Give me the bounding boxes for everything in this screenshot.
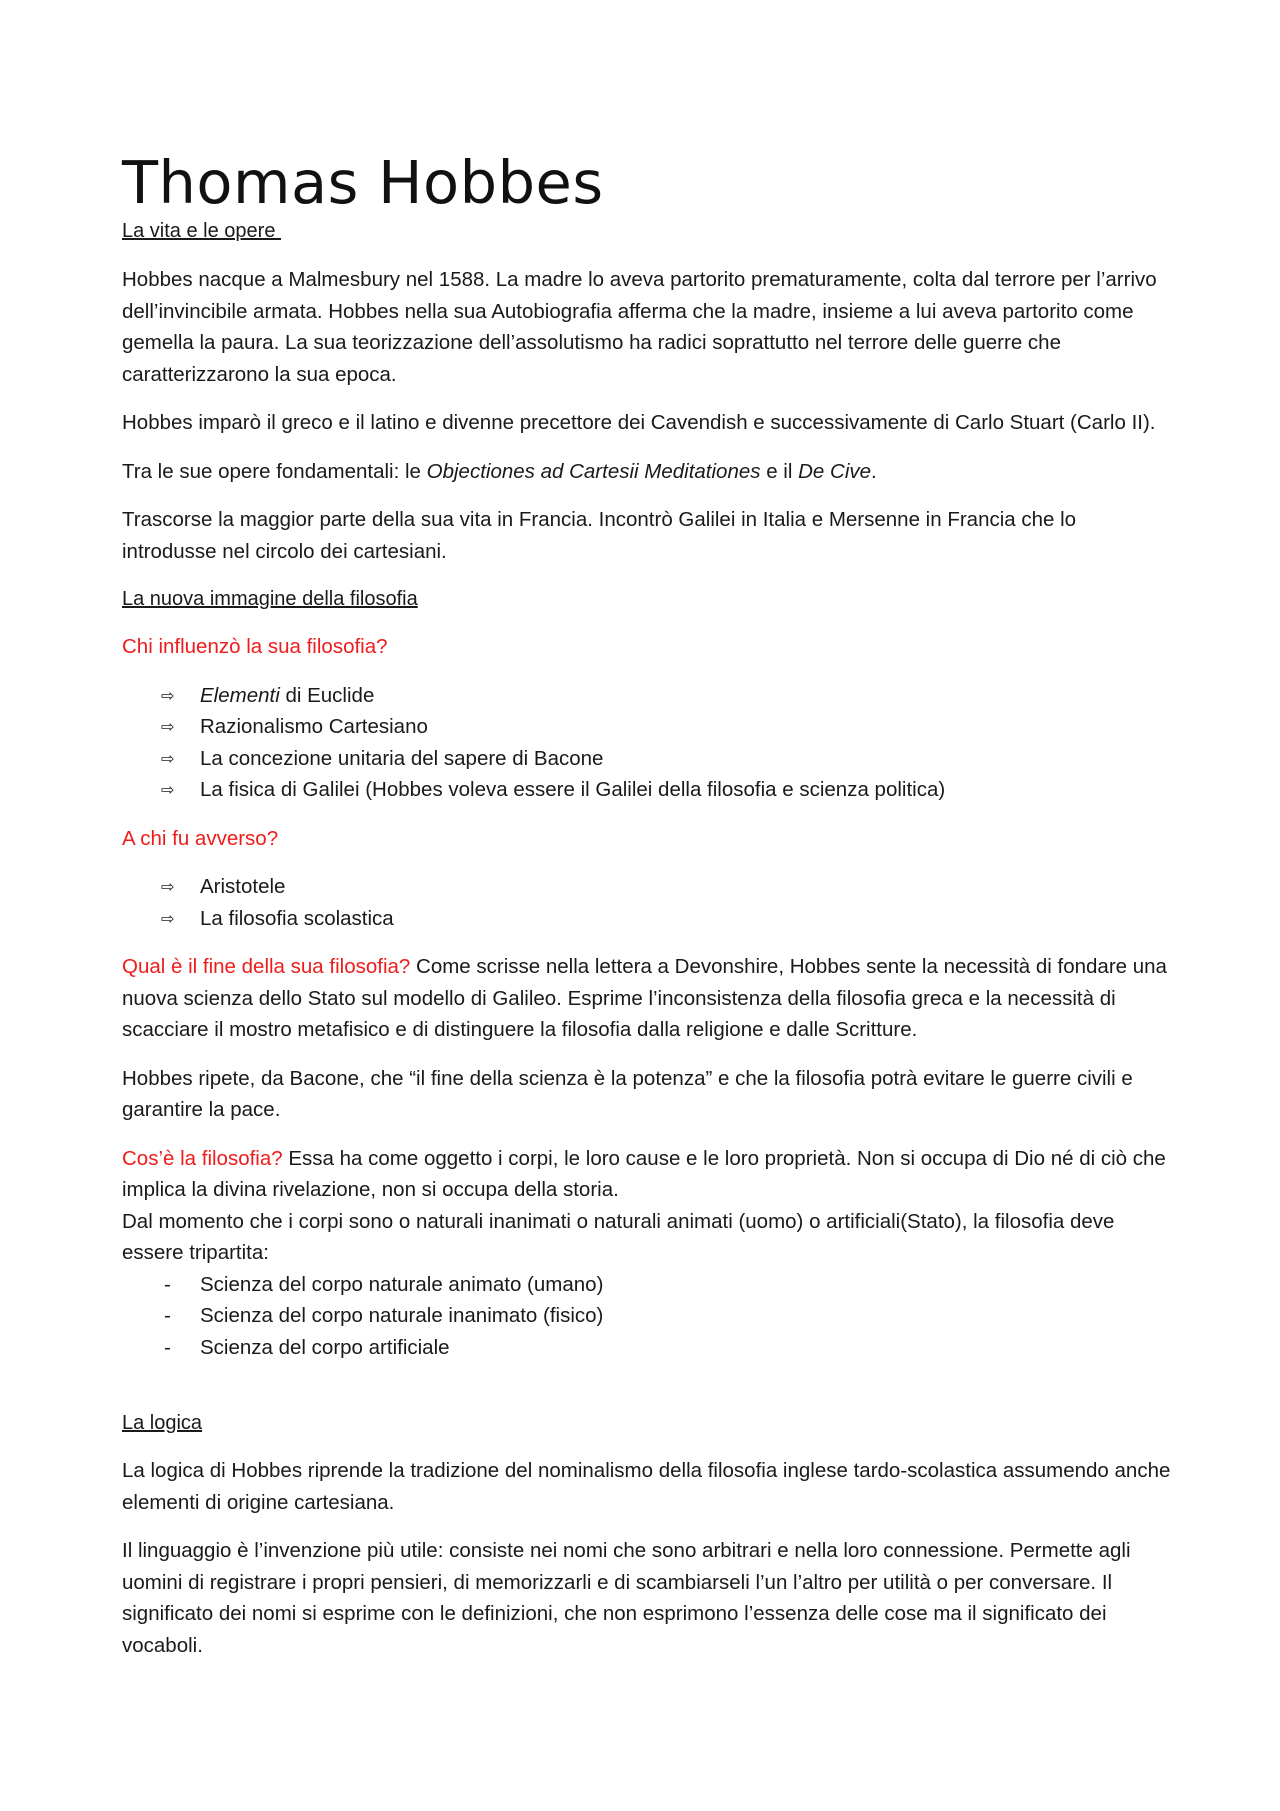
list-item: [122, 1269, 1172, 1301]
list-item: [122, 903, 1172, 935]
list-item: [122, 774, 1172, 806]
spacer: [122, 1380, 1172, 1408]
science-text: Scienza del corpo naturale inanimato (fisico): [200, 1304, 604, 1327]
document-page: [122, 150, 1172, 1678]
section-heading-logica: La logica: [122, 1412, 203, 1434]
science-text: Scienza del corpo naturale animato (umano): [200, 1272, 604, 1296]
dash-marker: -: [164, 1304, 171, 1327]
work-title-de-cive: De Cive: [798, 459, 872, 483]
paragraph-opere: [122, 456, 1172, 488]
opere-intro-text: Tra le sue opere fondamentali: le: [122, 459, 427, 483]
adversary-text: Aristotele: [200, 875, 286, 898]
arrow-icon: ⇨: [161, 877, 175, 896]
influence-text: di Euclide: [279, 683, 375, 707]
paragraph-corpi: Dal momento che i corpi sono o naturali inanimati o naturali animati (uomo) o artificiali(Stato), la filosofia deve essere tripartita:: [122, 1209, 1115, 1264]
arrow-icon: ⇨: [161, 748, 175, 768]
opere-connector-text: e il: [760, 459, 799, 483]
paragraph-vita-4: Trascorse la maggior parte della sua vita in Francia. Incontrò Galilei in Italia e Mersenne in Francia che lo introdusse nel circolo dei cartesiani.: [122, 508, 1077, 563]
influence-text: La concezione unitaria del sapere di Bacone: [200, 746, 604, 770]
paragraph-bacone: Hobbes ripete, da Bacone, che “il fine della scienza è la potenza” e che la filosofia potrà evitare le guerre civili e garantire la pace.: [122, 1066, 1133, 1121]
sciences-list: [122, 1269, 1172, 1364]
question-influenze: Chi influenzò la sua filosofia?: [122, 635, 388, 658]
question-cos-e: Cos’è la filosofia?: [122, 1146, 283, 1170]
list-item: [122, 1332, 1172, 1364]
work-title-objectiones: Objectiones ad Cartesii Meditationes: [426, 459, 761, 483]
fine-text: Come scrisse nella lettera a Devonshire, Hobbes sente la necessità di fondare una nuova scienza dello Stato sul modello di Galileo. Esprime l’inconsistenza della filosofia greca e la necessità di scacciare il mostro metafisico e di distinguere la filosofia dalla religione e dalle Scritture.: [122, 955, 1167, 1041]
list-item: [122, 743, 1172, 775]
influence-text: La fisica di Galilei (Hobbes voleva essere il Galilei della filosofia e scienza politica): [200, 778, 946, 801]
paragraph-cos-e: [122, 1143, 1172, 1206]
document-title: Thomas Hobbes: [122, 148, 604, 217]
section-heading-vita: La vita e le opere: [122, 220, 281, 242]
science-text: Scienza del corpo artificiale: [200, 1335, 450, 1359]
list-item: [122, 680, 1172, 712]
influences-list: [122, 680, 1172, 806]
paragraph-logica-2: Il linguaggio è l’invenzione più utile: consiste nei nomi che sono arbitrari e nella loro connessione. Permette agli uomini di registrare i propri pensieri, di memorizzarli e di scambiarseli l’un l’altro per utilità o per conversare. Il significato dei nomi si esprime con le definizioni, che non esprimono l’essenza delle cose ma il significato dei vocaboli.: [122, 1539, 1131, 1657]
paragraph-vita-1: Hobbes nacque a Malmesbury nel 1588. La madre lo aveva partorito prematuramente, colta dal terrore per l’arrivo dell’invincibile armata. Hobbes nella sua Autobiografia afferma che la madre, insieme a lui aveva partorito come gemella la paura. La sua teorizzazione dell’assolutismo ha radici soprattutto nel terrore delle guerre che caratterizzarono la sua epoca.: [122, 268, 1157, 386]
opere-end-text: .: [871, 459, 877, 483]
paragraph-logica-1: La logica di Hobbes riprende la tradizione del nominalismo della filosofia inglese tardo-scolastica assumendo anche elementi di origine cartesiana.: [122, 1459, 1171, 1514]
arrow-icon: ⇨: [161, 908, 175, 928]
influence-text: Razionalismo Cartesiano: [200, 715, 428, 738]
question-fine: Qual è il fine della sua filosofia?: [122, 955, 411, 978]
arrow-icon: ⇨: [161, 780, 175, 799]
cos-e-text: Essa ha come oggetto i corpi, le loro cause e le loro proprietà. Non si occupa di Dio né di ciò che implica la divina rivelazione, non si occupa della storia.: [122, 1146, 1166, 1201]
list-item: [122, 871, 1172, 903]
adversaries-list: [122, 871, 1172, 934]
dash-marker: -: [164, 1272, 171, 1296]
question-avversari: A chi fu avverso?: [122, 826, 279, 850]
paragraph-vita-2: Hobbes imparò il greco e il latino e divenne precettore dei Cavendish e successivamente di Carlo Stuart (Carlo II).: [122, 411, 1156, 434]
list-item: [122, 711, 1172, 743]
section-heading-filosofia: La nuova immagine della filosofia: [122, 588, 418, 610]
arrow-icon: ⇨: [161, 685, 175, 705]
list-item: [122, 1300, 1172, 1332]
influence-italic: Elementi: [200, 683, 280, 707]
adversary-text: La filosofia scolastica: [200, 906, 394, 930]
dash-marker: -: [164, 1335, 171, 1359]
arrow-icon: ⇨: [161, 717, 175, 736]
paragraph-fine-filosofia: [122, 951, 1172, 1046]
